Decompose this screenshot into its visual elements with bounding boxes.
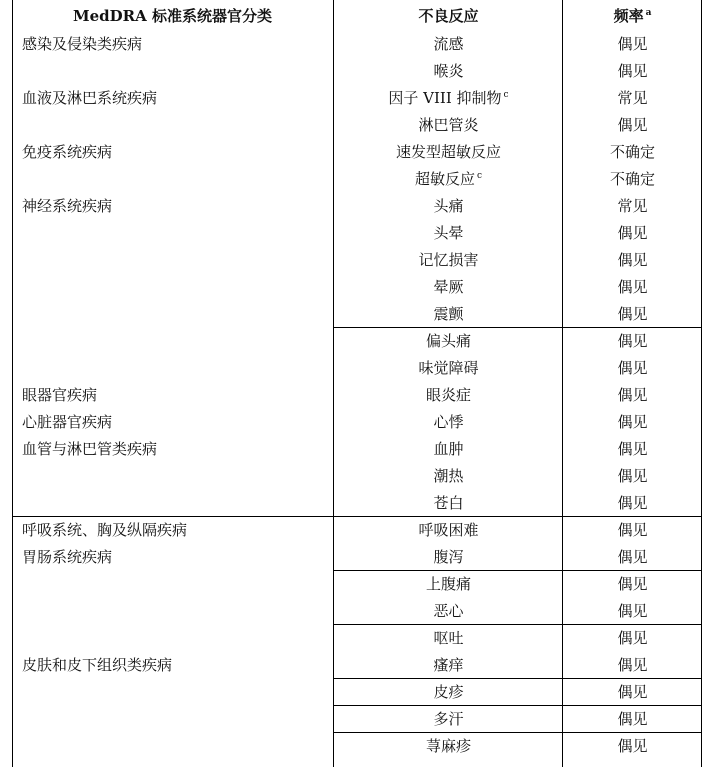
reaction-cell [335, 490, 562, 517]
frequency-cell: 常见 [617, 89, 648, 107]
frequency-cell: 不确定 [609, 170, 655, 188]
reaction-cell [335, 625, 562, 652]
frequency-cell: 偶见 [617, 278, 648, 296]
column-divider [562, 0, 563, 767]
reaction-text: 呼吸困难 [418, 521, 479, 539]
reaction-cell [335, 436, 562, 463]
reaction-cell [335, 355, 562, 382]
column-divider [333, 0, 334, 767]
frequency-cell: 偶见 [617, 251, 648, 269]
reaction-text: 头痛 [433, 197, 464, 215]
reaction-text: 心悸 [433, 413, 464, 431]
frequency-cell: 偶见 [617, 710, 648, 728]
reaction-cell [335, 139, 562, 166]
reaction-cell [335, 409, 562, 436]
reaction-text: 晕厥 [433, 278, 464, 296]
reaction-text: 味觉障碍 [418, 359, 479, 377]
frequency-cell: 偶见 [617, 602, 648, 620]
frequency-cell: 偶见 [617, 737, 648, 755]
reaction-cell [335, 58, 562, 85]
reaction-cell [335, 571, 562, 598]
frequency-cell: 不确定 [609, 143, 655, 161]
reaction-cell [335, 679, 562, 706]
reaction-cell [335, 274, 562, 301]
frequency-cell: 偶见 [617, 116, 648, 134]
table-border-right [701, 0, 702, 767]
frequency-cell: 偶见 [617, 575, 648, 593]
header-frequency-footnote: a [645, 8, 652, 18]
reaction-cell [335, 328, 562, 355]
reaction-text: 流感 [433, 35, 464, 53]
frequency-cell: 偶见 [617, 683, 648, 701]
reaction-text: 淋巴管炎 [418, 116, 479, 134]
row-divider [12, 516, 702, 517]
reaction-text: 多汗 [433, 710, 464, 728]
reaction-cell [335, 220, 562, 247]
header-frequency [564, 3, 701, 30]
frequency-cell: 偶见 [617, 35, 648, 53]
reaction-text: 喉炎 [433, 62, 464, 80]
reaction-cell [335, 652, 562, 679]
row-divider [333, 570, 702, 571]
frequency-cell: 偶见 [617, 656, 648, 674]
reaction-text: 血肿 [433, 440, 464, 458]
reaction-text: 因子 VIII 抑制物 [388, 89, 502, 107]
reaction-cell [335, 301, 562, 328]
frequency-cell: 偶见 [617, 386, 648, 404]
row-divider [333, 705, 702, 706]
reaction-cell [335, 706, 562, 733]
reaction-text: 速发型超敏反应 [395, 143, 501, 161]
frequency-cell: 偶见 [617, 494, 648, 512]
frequency-cell: 偶见 [617, 548, 648, 566]
footnote-marker: c [476, 171, 483, 181]
reaction-text: 腹泻 [433, 548, 464, 566]
soc-label: 呼吸系统、胸及纵隔疾病 [22, 521, 188, 539]
soc-label: 血液及淋巴系统疾病 [22, 89, 158, 107]
frequency-cell: 偶见 [617, 305, 648, 323]
frequency-cell: 偶见 [617, 521, 648, 539]
soc-label: 心脏器官疾病 [22, 413, 113, 431]
reaction-text: 潮热 [433, 467, 464, 485]
reaction-text: 眼炎症 [425, 386, 471, 404]
row-divider [333, 678, 702, 679]
soc-label: 血管与淋巴管类疾病 [22, 440, 158, 458]
footnote-marker: c [503, 90, 509, 100]
soc-label: 眼器官疾病 [22, 386, 98, 404]
reaction-cell [335, 85, 562, 112]
frequency-cell: 偶见 [617, 359, 648, 377]
reaction-text: 苍白 [433, 494, 464, 512]
header-frequency-label: 频率 [613, 7, 644, 25]
reaction-cell [335, 463, 562, 490]
header-soc: MedDRA 标准系统器官分类 [73, 7, 272, 25]
reaction-cell [335, 382, 562, 409]
row-divider [333, 624, 702, 625]
reaction-text: 偏头痛 [425, 332, 471, 350]
reaction-text: 瘙痒 [433, 656, 464, 674]
reaction-cell [335, 598, 562, 625]
soc-label: 神经系统疾病 [22, 197, 113, 215]
reaction-text: 超敏反应 [414, 170, 475, 188]
reaction-text: 记忆损害 [418, 251, 479, 269]
frequency-cell: 偶见 [617, 224, 648, 242]
reaction-cell [335, 112, 562, 139]
frequency-cell: 偶见 [617, 629, 648, 647]
soc-label: 皮肤和皮下组织类疾病 [22, 656, 173, 674]
reaction-text: 呕吐 [433, 629, 464, 647]
soc-label: 免疫系统疾病 [22, 143, 113, 161]
reaction-cell [335, 166, 562, 193]
frequency-cell: 偶见 [617, 62, 648, 80]
reaction-text: 头晕 [433, 224, 464, 242]
reaction-text: 上腹痛 [425, 575, 471, 593]
header-reaction: 不良反应 [418, 7, 479, 25]
reaction-cell [335, 733, 562, 760]
reaction-cell [335, 517, 562, 544]
reaction-text: 皮疹 [433, 683, 464, 701]
row-divider [333, 327, 702, 328]
table-border-left [12, 0, 13, 767]
frequency-cell: 偶见 [617, 467, 648, 485]
reaction-cell [335, 247, 562, 274]
reaction-cell [335, 193, 562, 220]
frequency-cell: 常见 [617, 197, 648, 215]
frequency-cell: 偶见 [617, 332, 648, 350]
row-divider [333, 732, 702, 733]
reaction-text: 荨麻疹 [425, 737, 471, 755]
reaction-cell [335, 544, 562, 571]
reaction-cell [335, 31, 562, 58]
reaction-text: 震颤 [433, 305, 464, 323]
soc-label: 胃肠系统疾病 [22, 548, 113, 566]
reaction-text: 恶心 [433, 602, 464, 620]
soc-label: 感染及侵染类疾病 [22, 35, 143, 53]
frequency-cell: 偶见 [617, 413, 648, 431]
frequency-cell: 偶见 [617, 440, 648, 458]
